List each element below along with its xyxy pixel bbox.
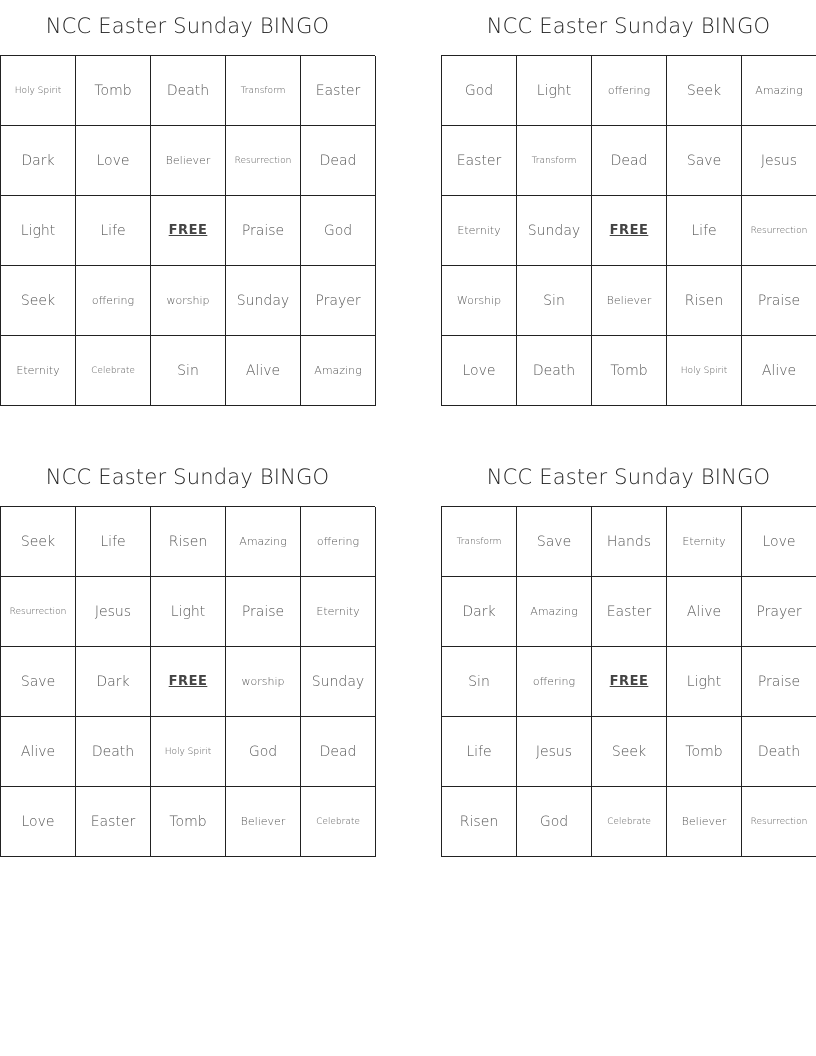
bingo-cell: Resurrection	[742, 196, 816, 266]
bingo-cell: offering	[517, 647, 592, 717]
bingo-cell: Sunday	[517, 196, 592, 266]
bingo-cell: Transform	[226, 56, 301, 126]
bingo-cell: Sin	[442, 647, 517, 717]
bingo-cell: Jesus	[76, 577, 151, 647]
bingo-cell: Holy Spirit	[667, 336, 742, 406]
bingo-card-1	[0, 0, 375, 406]
bingo-cell: Celebrate	[592, 787, 667, 857]
card-title: NCC Easter Sunday BINGO	[45, 14, 330, 38]
bingo-cell: Eternity	[301, 577, 376, 647]
bingo-cell: God	[226, 717, 301, 787]
bingo-cell: Love	[1, 787, 76, 857]
bingo-cell: Praise	[226, 196, 301, 266]
bingo-cell: Light	[1, 196, 76, 266]
bingo-cell: Eternity	[442, 196, 517, 266]
bingo-cell: Seek	[667, 56, 742, 126]
bingo-cell: Prayer	[742, 577, 816, 647]
bingo-cell: Alive	[742, 336, 816, 406]
bingo-cell: Eternity	[1, 336, 76, 406]
bingo-cell: Death	[742, 717, 816, 787]
bingo-cell: Holy Spirit	[1, 56, 76, 126]
bingo-cell: Tomb	[592, 336, 667, 406]
bingo-cell: Dead	[301, 717, 376, 787]
bingo-cell: offering	[301, 507, 376, 577]
bingo-cell: Transform	[517, 126, 592, 196]
bingo-cell: Tomb	[76, 56, 151, 126]
bingo-cell: Believer	[226, 787, 301, 857]
bingo-cell: Praise	[226, 577, 301, 647]
bingo-cell: Dark	[1, 126, 76, 196]
bingo-cell: Risen	[442, 787, 517, 857]
bingo-cell: Amazing	[226, 507, 301, 577]
bingo-cell: Dead	[301, 126, 376, 196]
bingo-cell: Jesus	[742, 126, 816, 196]
bingo-cell: Sunday	[226, 266, 301, 336]
bingo-cell: God	[442, 56, 517, 126]
bingo-cell: Resurrection	[1, 577, 76, 647]
bingo-cell: Celebrate	[76, 336, 151, 406]
bingo-cell: Dark	[442, 577, 517, 647]
free-space: FREE	[592, 196, 667, 266]
bingo-grid	[441, 506, 816, 857]
bingo-cell: Light	[517, 56, 592, 126]
bingo-cell: Life	[76, 507, 151, 577]
bingo-cell: Resurrection	[226, 126, 301, 196]
bingo-cell: offering	[592, 56, 667, 126]
bingo-cell: Praise	[742, 647, 816, 717]
bingo-cell: Prayer	[301, 266, 376, 336]
free-space: FREE	[151, 647, 226, 717]
bingo-cell: Love	[742, 507, 816, 577]
bingo-cell: God	[301, 196, 376, 266]
bingo-cell: Believer	[151, 126, 226, 196]
bingo-cell: Death	[76, 717, 151, 787]
bingo-cell: Seek	[1, 507, 76, 577]
bingo-cell: Praise	[742, 266, 816, 336]
bingo-cell: Dark	[76, 647, 151, 717]
card-title: NCC Easter Sunday BINGO	[486, 465, 771, 489]
bingo-cell: Love	[76, 126, 151, 196]
bingo-cell: Easter	[442, 126, 517, 196]
bingo-cell: Risen	[667, 266, 742, 336]
bingo-cell: Love	[442, 336, 517, 406]
bingo-cell: Amazing	[742, 56, 816, 126]
bingo-cell: Eternity	[667, 507, 742, 577]
bingo-cell: Worship	[442, 266, 517, 336]
free-space: FREE	[151, 196, 226, 266]
bingo-cell: Hands	[592, 507, 667, 577]
bingo-cell: Life	[442, 717, 517, 787]
bingo-cell: Dead	[592, 126, 667, 196]
bingo-cell: Sunday	[301, 647, 376, 717]
bingo-cell: Transform	[442, 507, 517, 577]
bingo-cell: Save	[1, 647, 76, 717]
bingo-cell: Alive	[226, 336, 301, 406]
bingo-cell: Easter	[76, 787, 151, 857]
bingo-cell: Jesus	[517, 717, 592, 787]
bingo-grid	[0, 506, 375, 857]
bingo-card-4	[441, 451, 816, 857]
bingo-grid	[441, 55, 816, 406]
bingo-cell: Risen	[151, 507, 226, 577]
bingo-cell: Tomb	[667, 717, 742, 787]
bingo-cell: Death	[151, 56, 226, 126]
card-title: NCC Easter Sunday BINGO	[486, 14, 771, 38]
bingo-cell: Believer	[592, 266, 667, 336]
bingo-cell: Celebrate	[301, 787, 376, 857]
bingo-cell: Save	[517, 507, 592, 577]
bingo-cell: Life	[76, 196, 151, 266]
bingo-cell: worship	[151, 266, 226, 336]
bingo-cell: Amazing	[517, 577, 592, 647]
bingo-cell: Save	[667, 126, 742, 196]
bingo-cell: God	[517, 787, 592, 857]
bingo-cell: Tomb	[151, 787, 226, 857]
bingo-cell: Holy Spirit	[151, 717, 226, 787]
bingo-cell: Life	[667, 196, 742, 266]
bingo-cell: Alive	[1, 717, 76, 787]
bingo-cell: worship	[226, 647, 301, 717]
bingo-cell: Believer	[667, 787, 742, 857]
bingo-cell: Amazing	[301, 336, 376, 406]
free-space: FREE	[592, 647, 667, 717]
bingo-cell: Resurrection	[742, 787, 816, 857]
bingo-cell: offering	[76, 266, 151, 336]
bingo-grid	[0, 55, 375, 406]
bingo-cell: Easter	[301, 56, 376, 126]
bingo-cell: Sin	[517, 266, 592, 336]
bingo-cell: Alive	[667, 577, 742, 647]
bingo-cell: Light	[667, 647, 742, 717]
bingo-cell: Light	[151, 577, 226, 647]
bingo-cell: Seek	[592, 717, 667, 787]
bingo-cell: Sin	[151, 336, 226, 406]
bingo-card-2	[441, 0, 816, 406]
bingo-cell: Easter	[592, 577, 667, 647]
bingo-card-3	[0, 451, 375, 857]
card-title: NCC Easter Sunday BINGO	[45, 465, 330, 489]
bingo-cell: Death	[517, 336, 592, 406]
bingo-cell: Seek	[1, 266, 76, 336]
